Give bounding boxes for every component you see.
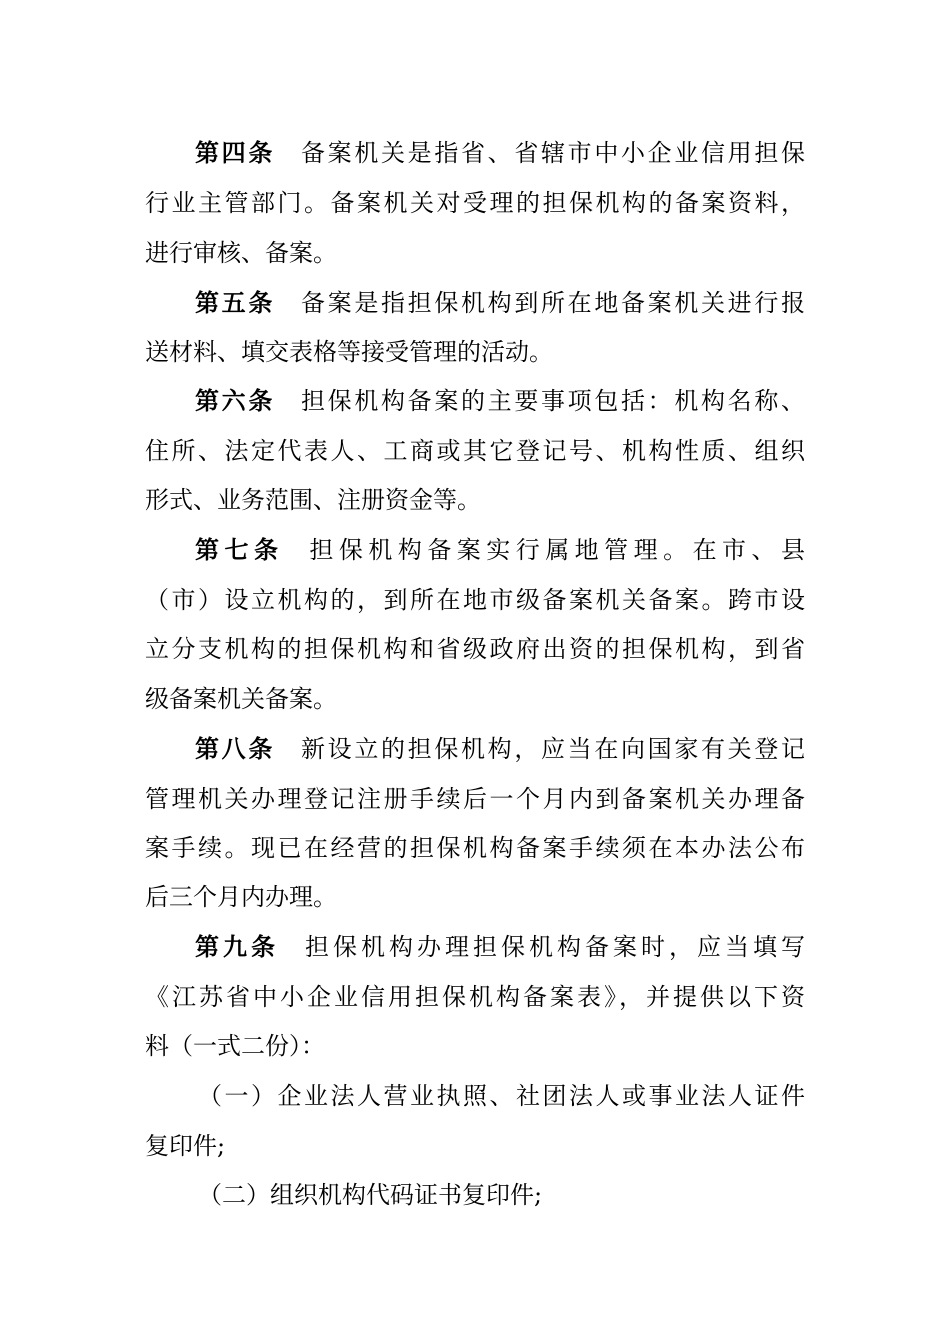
article-7-line-4: 级备案机关备案。 [145, 685, 337, 713]
article-8-line-3: 案手续。现已在经营的担保机构备案手续须在本办法公布 [145, 834, 805, 862]
article-heading: 第五条 [195, 289, 275, 317]
article-4-line-3: 进行审核、备案。 [145, 239, 337, 267]
article-heading: 第七条 [195, 536, 284, 564]
article-5-line-1: 第五条 备案是指担保机构到所在地备案机关进行报 [195, 289, 805, 317]
article-6-line-1: 第六条 担保机构备案的主要事项包括：机构名称、 [195, 387, 805, 415]
list-item-1-line-2: 复印件; [145, 1132, 226, 1160]
article-9-line-1: 第九条 担保机构办理担保机构备案时，应当填写 [195, 933, 805, 961]
list-item-1-line-1: （一）企业法人营业执照、社团法人或事业法人证件 [198, 1082, 805, 1110]
article-5-line-2: 送材料、填交表格等接受管理的活动。 [145, 338, 553, 366]
article-heading: 第六条 [195, 387, 275, 415]
list-item-2-line-1: （二）组织机构代码证书复印件; [198, 1181, 543, 1209]
article-heading: 第九条 [195, 933, 279, 961]
article-8-line-2: 管理机关办理登记注册手续后一个月内到备案机关办理备 [145, 785, 805, 813]
article-7-line-1: 第七条 担保机构备案实行属地管理。在市、县 [195, 536, 805, 564]
article-7-line-3: 立分支机构的担保机构和省级政府出资的担保机构，到省 [145, 635, 805, 663]
article-heading: 第四条 [195, 139, 275, 167]
article-9-line-3: 料（一式二份）： [145, 1032, 325, 1060]
article-8-line-4: 后三个月内办理。 [145, 883, 337, 911]
article-6-line-3: 形式、业务范围、注册资金等。 [145, 486, 481, 514]
article-4-line-2: 行业主管部门。备案机关对受理的担保机构的备案资料， [145, 189, 805, 217]
article-4-line-1: 第四条 备案机关是指省、省辖市中小企业信用担保 [195, 139, 805, 167]
article-8-line-1: 第八条 新设立的担保机构，应当在向国家有关登记 [195, 735, 805, 763]
article-9-line-2: 《江苏省中小企业信用担保机构备案表》，并提供以下资 [145, 983, 805, 1011]
article-heading: 第八条 [195, 735, 275, 763]
article-7-line-2: （市）设立机构的，到所在地市级备案机关备案。跨市设 [145, 586, 805, 614]
article-6-line-2: 住所、法定代表人、工商或其它登记号、机构性质、组织 [145, 437, 805, 465]
